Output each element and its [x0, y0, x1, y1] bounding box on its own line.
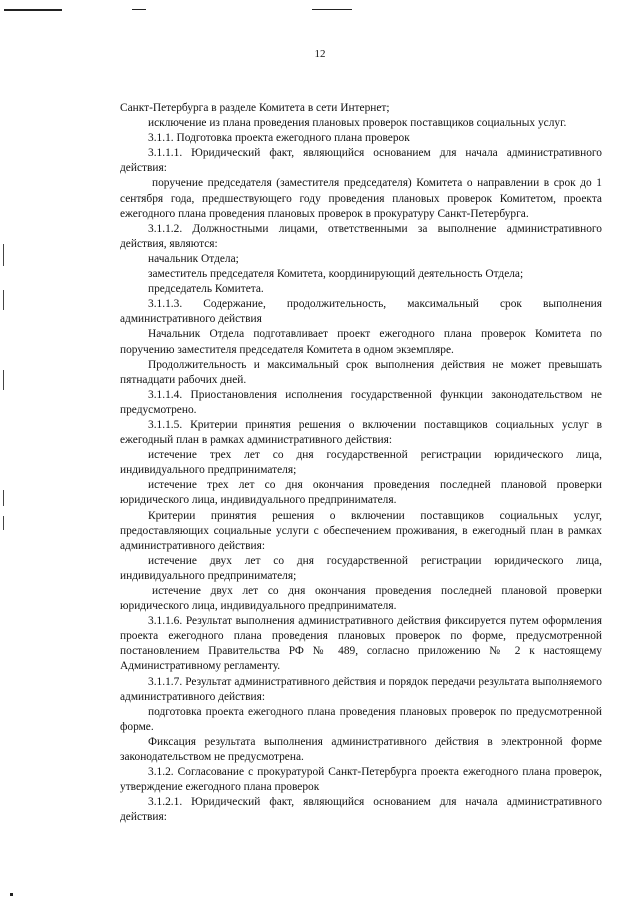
- scan-edge-mark-5: [3, 516, 4, 530]
- scan-edge-mark-1: [3, 244, 4, 266]
- paragraph-3: 3.1.1. Подготовка проекта ежегодного плана проверок: [148, 132, 410, 145]
- paragraph-12: Продолжительность и максимальный срок выполнения действия не может превышать пятнадцати рабочих дней.: [120, 358, 602, 386]
- paragraph-7: начальник Отдела;: [148, 252, 239, 265]
- scan-mark-top-mid: [132, 9, 146, 10]
- scan-edge-mark-3: [3, 370, 4, 390]
- paragraph-16: истечение трех лет со дня окончания проведения последней плановой проверки юридического лица, индивидуального предпринимателя.: [120, 479, 602, 507]
- scan-dot-bottom-left: [10, 893, 13, 896]
- paragraph-13: 3.1.1.4. Приостановления исполнения государственной функции законодательством не предусмотрено.: [120, 388, 602, 416]
- paragraph-4: 3.1.1.1. Юридический факт, являющийся основанием для начала административного действия:: [120, 147, 602, 175]
- paragraph-9: председатель Комитета.: [148, 283, 264, 296]
- scan-mark-top-right: [312, 9, 352, 10]
- paragraph-18: истечение двух лет со дня государственной регистрации юридического лица, индивидуального предпринимателя;: [120, 554, 602, 582]
- paragraph-2: исключение из плана проведения плановых проверок поставщиков социальных услуг.: [148, 117, 567, 130]
- paragraph-14: 3.1.1.5. Критерии принятия решения о включении поставщиков социальных услуг в ежегодный план в рамках административного действия:: [120, 418, 602, 447]
- scan-edge-mark-2: [3, 290, 4, 310]
- paragraph-5: поручение председателя (заместителя председателя) Комитета о направлении в срок до 1 сентября года, предшествующего году проведения плановых проверок Комитетом, проекта ежегодного плана проведения плановых проверок в прокуратуру Санкт-Петербурга.: [120, 177, 602, 220]
- paragraph-22: подготовка проекта ежегодного плана проведения плановых проверок по предусмотренной форме.: [120, 705, 602, 733]
- paragraph-21: 3.1.1.7. Результат административного действия и порядок передачи результата выполняемого административного действия:: [120, 675, 602, 703]
- paragraph-24: 3.1.2. Согласование с прокуратурой Санкт-Петербурга проекта ежегодного плана проверок, утверждение ежегодного плана проверок: [120, 766, 602, 794]
- paragraph-25: 3.1.2.1. Юридический факт, являющийся основанием для начала административного действия:: [120, 796, 602, 824]
- paragraph-8: заместитель председателя Комитета, координирующий деятельность Отдела;: [148, 268, 524, 281]
- page-number: 12: [314, 48, 326, 60]
- paragraph-23: Фиксация результата выполнения административного действия в электронной форме законодательством не предусмотрена.: [120, 735, 602, 764]
- paragraph-10: 3.1.1.3. Содержание, продолжительность, максимальный срок выполнения административного действия: [120, 298, 602, 326]
- paragraph-6: 3.1.1.2. Должностными лицами, ответственными за выполнение административного действия, являются:: [120, 222, 602, 250]
- paragraph-17: Критерии принятия решения о включении поставщиков социальных услуг, предоставляющих социальные услуги с обеспечением проживания, в ежегодный план в рамках административного действия:: [120, 509, 602, 552]
- paragraph-11: Начальник Отдела подготавливает проект ежегодного плана проверок Комитета по поручению заместителя председателя Комитета в одном экземпляре.: [120, 328, 602, 356]
- document-body: [120, 101, 602, 826]
- paragraph-1: Санкт-Петербурга в разделе Комитета в сети Интернет;: [120, 102, 390, 114]
- scan-edge-mark-4: [3, 490, 4, 506]
- paragraph-20: 3.1.1.6. Результат выполнения административного действия фиксируется путем оформления проекта ежегодного плана проведения плановых проверок по форме, предусмотренной постановлением Правительства РФ № 489, согласно приложению № 2 к настоящему Административному регламенту.: [120, 615, 602, 673]
- paragraph-15: истечение трех лет со дня государственной регистрации юридического лица, индивидуального предпринимателя;: [120, 449, 602, 477]
- scan-mark-top-left: [4, 9, 62, 11]
- paragraph-19: истечение двух лет со дня окончания проведения последней плановой проверки юридического лица, индивидуального предпринимателя.: [120, 585, 602, 613]
